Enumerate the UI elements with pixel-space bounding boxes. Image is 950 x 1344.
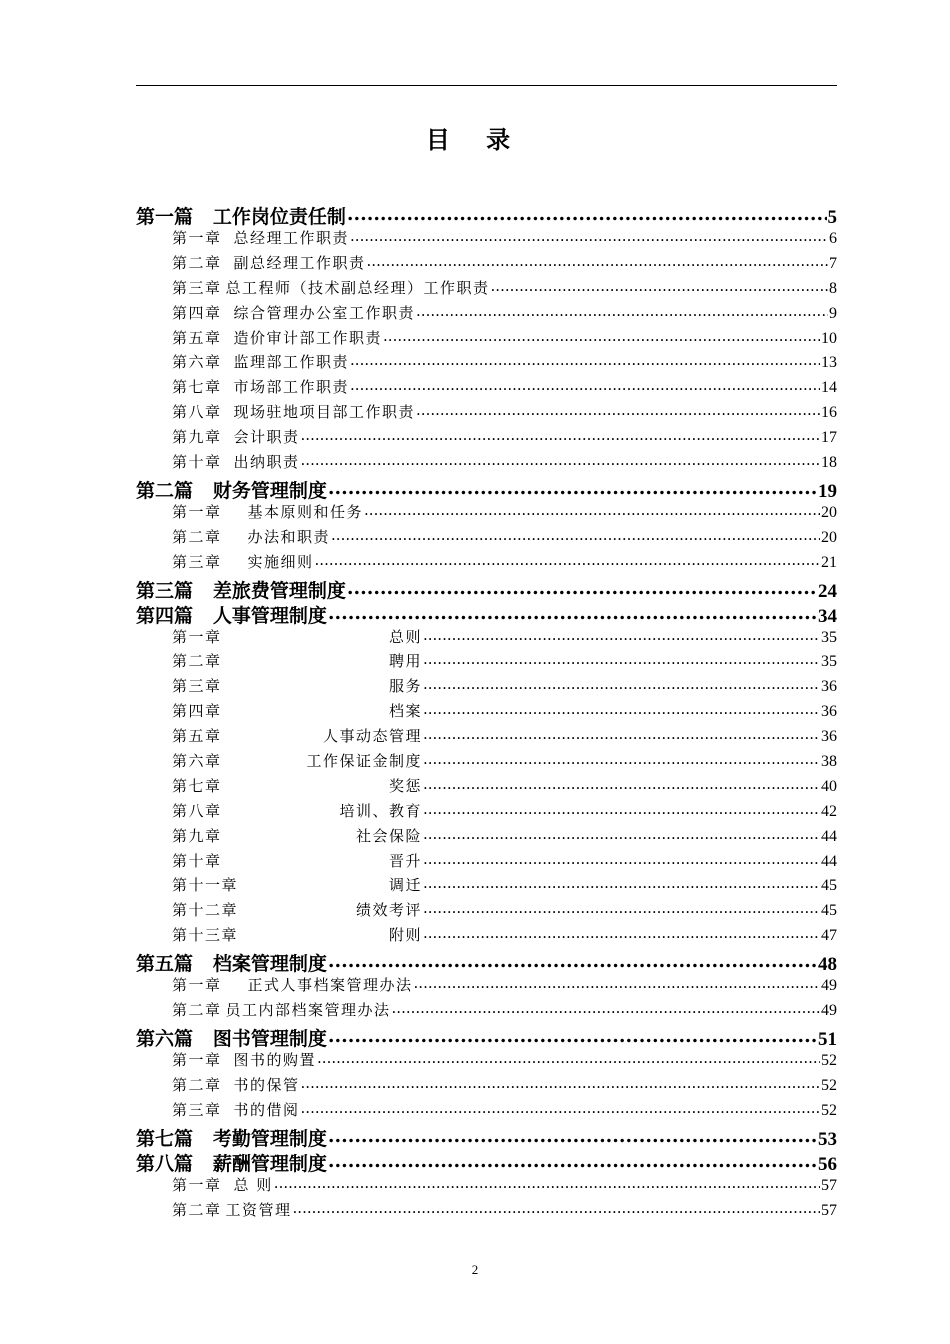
toc-chapter-number: 第四章 [172, 702, 222, 721]
toc-part-label: 第六篇 图书管理制度 [136, 1027, 327, 1049]
toc-chapter-title: 实施细则 [247, 552, 314, 571]
toc-leader-dots [347, 578, 817, 597]
toc-leader-dots [328, 478, 817, 497]
toc-chapter-title: 造价审计部工作职责 [233, 328, 383, 347]
toc-chapter-number: 第六章 [172, 353, 222, 372]
toc-chapter-6-1[interactable] [136, 1049, 837, 1074]
toc-chapter-2-3[interactable] [136, 551, 837, 576]
toc-leader-dots [423, 900, 820, 915]
toc-page-number: 6 [829, 230, 837, 247]
toc-leader-dots [491, 278, 828, 293]
toc-page-number: 7 [829, 254, 837, 272]
toc-page-number: 18 [821, 454, 837, 472]
toc-chapter-title: 社会保险 [355, 826, 422, 845]
toc-page-number: 24 [818, 580, 837, 601]
toc-chapter-number: 第二章 [172, 1075, 222, 1094]
toc-page-number: 52 [821, 1101, 837, 1119]
toc-chapter-number: 第一章 [172, 229, 222, 247]
toc-page-number: 52 [821, 1051, 837, 1069]
toc-part-label: 第二篇 财务管理制度 [136, 479, 327, 501]
toc-page-number: 10 [821, 329, 837, 347]
toc-page-number: 13 [821, 354, 837, 372]
toc-leader-dots [423, 776, 820, 791]
toc-part-label: 第一篇 工作岗位责任制 [136, 206, 346, 227]
toc-chapter-title: 市场部工作职责 [233, 378, 350, 397]
toc-chapter-1-9[interactable] [136, 426, 837, 451]
toc-leader-dots [392, 1000, 820, 1015]
toc-chapter-number: 第十章 [172, 851, 222, 870]
toc-chapter-number: 第四章 [172, 303, 222, 322]
toc-leader-dots [423, 801, 820, 816]
toc-chapter-number: 第六章 [172, 752, 222, 771]
toc-chapter-number: 第一章 [172, 1050, 222, 1069]
toc-chapter-4-7[interactable] [136, 775, 837, 800]
toc-chapter-title: 奖惩 [388, 776, 422, 795]
toc-chapter-number: 第二章 [172, 253, 222, 272]
toc-chapter-number: 第五章 [172, 727, 222, 746]
toc-chapter-number: 第八章 [172, 403, 222, 422]
toc-leader-dots [328, 603, 817, 622]
toc-part-6[interactable] [136, 1024, 837, 1049]
toc-chapter-title: 办法和职责 [247, 527, 331, 546]
toc-chapter-number: 第一章 [172, 502, 222, 521]
toc-page-number: 47 [821, 927, 837, 945]
toc-chapter-4-4[interactable] [136, 700, 837, 725]
toc-part-label: 第五篇 档案管理制度 [136, 953, 327, 975]
toc-chapter-number: 第三章 [172, 278, 222, 297]
toc-chapter-1-6[interactable] [136, 351, 837, 376]
toc-chapter-title: 总 则 [233, 1175, 273, 1194]
toc-chapter-title: 现场驻地项目部工作职责 [233, 403, 416, 422]
toc-leader-dots [301, 1100, 820, 1115]
toc-chapter-2-2[interactable] [136, 526, 837, 551]
toc-chapter-title: 调迁 [388, 876, 422, 895]
toc-leader-dots [416, 303, 828, 318]
toc-chapter-number: 第一章 [172, 1175, 222, 1194]
header-rule [136, 85, 837, 86]
toc-page-number: 38 [821, 753, 837, 771]
toc-chapter-number: 第三章 [172, 677, 222, 696]
toc-chapter-title: 档案 [388, 702, 422, 721]
toc-page-number: 49 [821, 977, 837, 995]
toc-page-number: 35 [821, 653, 837, 671]
toc-leader-dots [328, 1126, 817, 1145]
toc-chapter-title: 绩效考评 [355, 901, 422, 920]
toc-leader-dots [414, 975, 820, 990]
toc-page-number: 49 [821, 1002, 837, 1020]
toc-chapter-5-1[interactable] [136, 974, 837, 999]
toc-leader-dots [328, 951, 817, 970]
toc-leader-dots [301, 427, 820, 442]
toc-chapter-1-8[interactable] [136, 401, 837, 426]
toc-page-number: 36 [821, 703, 837, 721]
toc-page-number: 17 [821, 429, 837, 447]
toc-part-label: 第三篇 差旅费管理制度 [136, 579, 346, 601]
toc-part-1[interactable] [136, 202, 837, 227]
toc-chapter-title: 聘用 [388, 652, 422, 671]
toc-chapter-title: 书的保管 [233, 1075, 300, 1094]
toc-page-number: 42 [821, 802, 837, 820]
toc-leader-dots [367, 253, 828, 268]
toc-page-number: 51 [818, 1028, 837, 1049]
toc-chapter-number: 第五章 [172, 328, 222, 347]
toc-chapter-title: 书的借阅 [233, 1100, 300, 1119]
toc-page-number: 48 [818, 954, 837, 975]
toc-chapter-4-3[interactable] [136, 675, 837, 700]
toc-page-number: 20 [821, 528, 837, 546]
toc-chapter-8-1[interactable] [136, 1174, 837, 1199]
toc-page-number: 36 [821, 728, 837, 746]
toc-page-number: 44 [821, 827, 837, 845]
toc-page-number: 9 [829, 304, 837, 322]
toc-chapter-title: 人事动态管理 [322, 727, 422, 746]
toc-chapter-4-6[interactable] [136, 750, 837, 775]
toc-chapter-title: 服务 [388, 677, 422, 696]
toc-chapter-4-12[interactable] [136, 899, 837, 924]
toc-chapter-number: 第十一章 [172, 876, 239, 895]
toc-chapter-title: 晋升 [388, 851, 422, 870]
toc-chapter-number: 第九章 [172, 826, 222, 845]
toc-leader-dots [350, 352, 820, 367]
toc-title: 目 录 [425, 126, 525, 154]
toc-chapter-1-1[interactable] [136, 227, 837, 252]
toc-part-8[interactable] [136, 1149, 837, 1174]
toc-chapter-title: 副总经理工作职责 [233, 253, 366, 272]
toc-leader-dots [423, 676, 820, 691]
toc-chapter-1-7[interactable] [136, 376, 837, 401]
toc-leader-dots [423, 851, 820, 866]
toc-chapter-title: 正式人事档案管理办法 [247, 976, 413, 995]
toc-chapter-number: 第二章 [172, 1200, 222, 1219]
toc-chapter-number: 第三章 [172, 1100, 222, 1119]
toc-chapter-number: 第二章 [172, 652, 222, 671]
toc-page-number: 8 [829, 279, 837, 297]
toc-page-number: 35 [821, 628, 837, 646]
toc-leader-dots [416, 402, 820, 417]
toc-chapter-4-2[interactable] [136, 650, 837, 675]
toc-chapter-number: 第三章 [172, 552, 222, 571]
toc-chapter-4-1[interactable] [136, 626, 837, 651]
toc-leader-dots [364, 502, 820, 517]
toc-leader-dots [301, 1075, 820, 1090]
toc-leader-dots [423, 701, 820, 716]
toc-chapter-title: 总工程师（技术副总经理）工作职责 [225, 278, 490, 297]
toc-leader-dots [347, 204, 827, 223]
toc-part-7[interactable] [136, 1124, 837, 1149]
toc-chapter-title: 出纳职责 [233, 453, 300, 472]
toc-chapter-1-4[interactable] [136, 302, 837, 327]
table-of-contents [136, 202, 837, 1223]
toc-chapter-4-5[interactable] [136, 725, 837, 750]
toc-chapter-title: 工资管理 [225, 1200, 292, 1219]
toc-chapter-1-10[interactable] [136, 451, 837, 476]
toc-chapter-number: 第十二章 [172, 901, 239, 920]
toc-page-number: 53 [818, 1128, 837, 1149]
toc-chapter-number: 第一章 [172, 976, 222, 995]
toc-chapter-title: 员工内部档案管理办法 [225, 1001, 391, 1020]
toc-chapter-number: 第一章 [172, 627, 222, 646]
toc-chapter-1-2[interactable] [136, 252, 837, 277]
toc-leader-dots [317, 1050, 820, 1065]
toc-leader-dots [423, 925, 820, 940]
toc-chapter-title: 工作保证金制度 [306, 752, 422, 771]
toc-page-number: 14 [821, 379, 837, 397]
toc-part-label: 第八篇 薪酬管理制度 [136, 1152, 327, 1174]
toc-leader-dots [315, 552, 820, 567]
toc-part-label: 第四篇 人事管理制度 [136, 604, 327, 626]
toc-part-label: 第七篇 考勤管理制度 [136, 1127, 327, 1149]
toc-page-number: 57 [821, 1201, 837, 1219]
toc-leader-dots [274, 1175, 820, 1190]
toc-chapter-number: 第十三章 [172, 926, 239, 945]
toc-page-number: 20 [821, 503, 837, 521]
toc-chapter-4-8[interactable] [136, 800, 837, 825]
toc-page-number: 21 [821, 553, 837, 571]
toc-chapter-1-5[interactable] [136, 327, 837, 352]
toc-chapter-4-11[interactable] [136, 874, 837, 899]
toc-leader-dots [328, 1151, 817, 1170]
toc-chapter-title: 总经理工作职责 [233, 229, 350, 247]
toc-page-number: 45 [821, 902, 837, 920]
toc-page-number: 40 [821, 777, 837, 795]
toc-leader-dots [423, 627, 820, 642]
page-number: 2 [471, 1262, 479, 1277]
toc-chapter-number: 第十章 [172, 453, 222, 472]
toc-page-number: 36 [821, 678, 837, 696]
toc-leader-dots [350, 377, 820, 392]
toc-chapter-4-9[interactable] [136, 825, 837, 850]
toc-chapter-number: 第七章 [172, 776, 222, 795]
toc-leader-dots [423, 726, 820, 741]
toc-leader-dots [350, 228, 828, 243]
toc-part-3[interactable] [136, 576, 837, 601]
toc-leader-dots [383, 328, 820, 343]
toc-chapter-number: 第九章 [172, 428, 222, 447]
toc-chapter-title: 基本原则和任务 [247, 502, 364, 521]
toc-chapter-8-2[interactable] [136, 1199, 837, 1224]
toc-chapter-number: 第八章 [172, 801, 222, 820]
toc-leader-dots [423, 826, 820, 841]
toc-leader-dots [301, 452, 820, 467]
toc-page-number: 19 [818, 480, 837, 501]
toc-chapter-title: 总则 [388, 627, 422, 646]
toc-leader-dots [328, 1026, 817, 1045]
toc-leader-dots [293, 1200, 820, 1215]
toc-chapter-title: 监理部工作职责 [233, 353, 350, 372]
toc-chapter-title: 会计职责 [233, 428, 300, 447]
toc-chapter-title: 附则 [388, 926, 422, 945]
toc-part-5[interactable] [136, 949, 837, 974]
toc-page-number: 34 [818, 605, 837, 626]
toc-chapter-6-2[interactable] [136, 1074, 837, 1099]
toc-leader-dots [423, 875, 820, 890]
toc-chapter-2-1[interactable] [136, 501, 837, 526]
toc-chapter-number: 第二章 [172, 527, 222, 546]
toc-chapter-6-3[interactable] [136, 1099, 837, 1124]
toc-page-number: 52 [821, 1076, 837, 1094]
toc-leader-dots [423, 751, 820, 766]
toc-chapter-number: 第七章 [172, 378, 222, 397]
toc-chapter-4-13[interactable] [136, 924, 837, 949]
toc-page-number: 16 [821, 404, 837, 422]
toc-page-number: 57 [821, 1176, 837, 1194]
toc-chapter-number: 第二章 [172, 1001, 222, 1020]
toc-leader-dots [331, 527, 820, 542]
toc-chapter-5-2[interactable] [136, 999, 837, 1024]
toc-chapter-title: 培训、教育 [339, 801, 422, 820]
toc-leader-dots [423, 651, 820, 666]
toc-page-number: 44 [821, 852, 837, 870]
toc-part-2[interactable] [136, 476, 837, 501]
toc-page-number: 5 [827, 207, 837, 227]
toc-page-number: 56 [818, 1153, 837, 1174]
toc-part-4[interactable] [136, 601, 837, 626]
toc-chapter-title: 图书的购置 [233, 1050, 317, 1069]
toc-chapter-title: 综合管理办公室工作职责 [233, 303, 416, 322]
toc-chapter-1-3[interactable] [136, 277, 837, 302]
toc-chapter-4-10[interactable] [136, 850, 837, 875]
toc-page-number: 45 [821, 877, 837, 895]
